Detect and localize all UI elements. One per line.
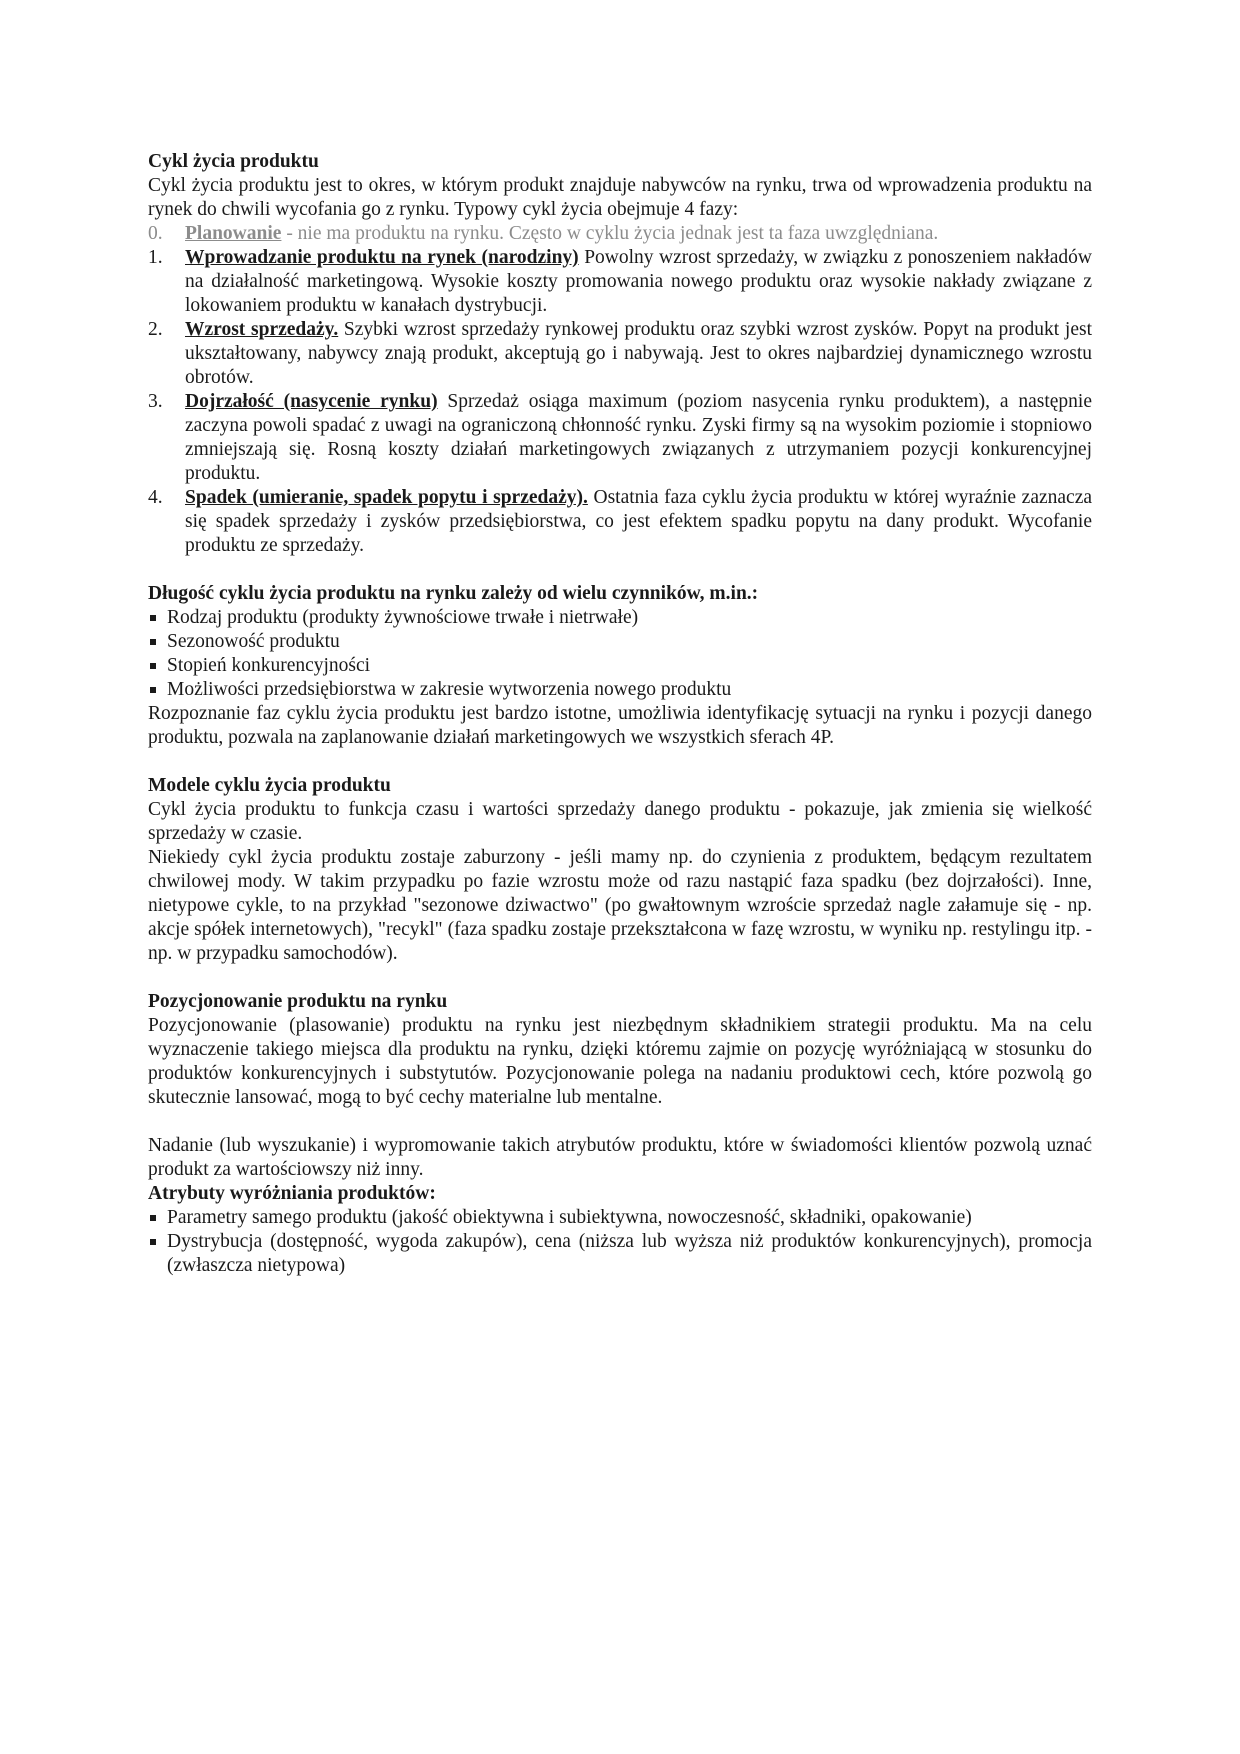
phase-term: Wzrost sprzedaży. xyxy=(185,319,339,340)
list-item: Możliwości przedsiębiorstwa w zakresie wytworzenia nowego produktu xyxy=(148,678,1092,702)
phase-item xyxy=(148,390,1092,486)
section-title-positioning: Pozycjonowanie produktu na rynku xyxy=(148,991,448,1012)
list-item: Stopień konkurencyjności xyxy=(148,654,1092,678)
list-item: Sezonowość produktu xyxy=(148,630,1092,654)
list-item: Dystrybucja (dostępność, wygoda zakupów), cena (niższa lub wyższa niż produktów konkurencyjnych), promocja (zwłaszcza nietypowa) xyxy=(148,1230,1092,1278)
phase-number: 0. xyxy=(148,223,163,244)
attributes-title: Atrybuty wyróżniania produktów: xyxy=(148,1183,436,1204)
phase-item xyxy=(148,318,1092,390)
positioning-paragraph: Pozycjonowanie (plasowanie) produktu na rynku jest niezbędnym składnikiem strategii produktu. Ma na celu wyznaczenie takiego miejsca dla produktu na rynku, dzięki któremu zajmie on pozycję wyróżniającą w stosunku do produktów konkurencyjnych i substytutów. Pozycjonowanie polega na nadaniu produktowi cech, które pozwolą go skutecznie lansować, mogą to być cechy materialne lub mentalne. xyxy=(148,1015,1092,1108)
phase-text: Sprzedaż osiąga maximum (poziom nasycenia rynku produktem), a następnie zaczyna powoli spadać z uwagi na ograniczoną chłonność rynku. Zyski firmy są na wysokim poziomie i stopniowo zmniejszają się. Rosną koszty działań marketingowych związanych z utrzymaniem pozycji konkurencyjnej produktu. xyxy=(185,391,1092,484)
phase-term: Wprowadzanie produktu na rynek (narodziny) xyxy=(185,247,579,268)
section-title-life-cycle: Cykl życia produktu xyxy=(148,151,319,172)
phase-list xyxy=(148,222,1092,558)
spacer xyxy=(148,1110,1092,1134)
phase-number: 3. xyxy=(148,391,163,412)
list-item: Rodzaj produktu (produkty żywnościowe trwałe i nietrwałe) xyxy=(148,606,1092,630)
intro-paragraph: Cykl życia produktu jest to okres, w którym produkt znajduje nabywców na rynku, trwa od wprowadzenia produktu na rynek do chwili wycofania go z rynku. Typowy cykl życia obejmuje 4 fazy: xyxy=(148,175,1092,220)
phase-text: Ostatnia faza cyklu życia produktu w której wyraźnie zaznacza się spadek sprzedaży i zysków przedsiębiorstwa, co jest efektem spadku popytu na dany produkt. Wycofanie produktu ze sprzedaży. xyxy=(185,487,1093,556)
phase-item xyxy=(148,222,1092,246)
phase-number: 1. xyxy=(148,247,163,268)
section-title-models: Modele cyklu życia produktu xyxy=(148,775,391,796)
models-paragraph: Niekiedy cykl życia produktu zostaje zaburzony - jeśli mamy np. do czynienia z produktem, będącym rezultatem chwilowej mody. W takim przypadku po fazie wzrostu może od razu nastąpić faza spadku (bez dojrzałości). Inne, nietypowe cykle, to na przykład "sezonowe dziwactwo" (po gwałtownym wzroście sprzedaż nagle załamuje się - np. akcje spółek internetowych), "recykl" (faza spadku zostaje przekształcona w fazę wzrostu, w wyniku np. restylingu itp. - np. w przypadku samochodów). xyxy=(148,847,1092,964)
section-title-factors: Długość cyklu życia produktu na rynku zależy od wielu czynników, m.in.: xyxy=(148,583,759,604)
phase-text: Powolny wzrost sprzedaży, w związku z ponoszeniem nakładów na działalność marketingową. Wysokie koszty promowania nowego produktu oraz wysokie nakłady związane z lokowaniem produktu w kanałach dystrybucji. xyxy=(185,247,1093,316)
phase-term: Planowanie xyxy=(185,223,282,244)
phase-number: 4. xyxy=(148,487,163,508)
factors-summary-paragraph: Rozpoznanie faz cyklu życia produktu jest bardzo istotne, umożliwia identyfikację sytuacji na rynku i pozycji danego produktu, pozwala na zaplanowanie działań marketingowych we wszystkich sferach 4P. xyxy=(148,703,1092,748)
spacer xyxy=(148,750,1092,774)
factor-list xyxy=(148,606,1092,702)
list-item: Parametry samego produktu (jakość obiektywna i subiektywna, nowoczesność, składniki, opakowanie) xyxy=(148,1206,1092,1230)
models-paragraph: Cykl życia produktu to funkcja czasu i wartości sprzedaży danego produktu - pokazuje, jak zmienia się wielkość sprzedaży w czasie. xyxy=(148,799,1092,844)
phase-item xyxy=(148,246,1092,318)
positioning-paragraph: Nadanie (lub wyszukanie) i wypromowanie takich atrybutów produktu, które w świadomości klientów pozwolą uznać produkt za wartościowszy niż inny. xyxy=(148,1135,1092,1180)
spacer xyxy=(148,558,1092,582)
phase-text: Szybki wzrost sprzedaży rynkowej produktu oraz szybki wzrost zysków. Popyt na produkt jest ukształtowany, nabywcy znają produkt, akceptują go i nabywają. Jest to okres najbardziej dynamicznego wzrostu obrotów. xyxy=(185,319,1092,388)
document-page xyxy=(148,150,1092,1278)
phase-text: - nie ma produktu na rynku. Często w cyklu życia jednak jest ta faza uwzględniana. xyxy=(281,223,939,244)
phase-term: Spadek (umieranie, spadek popytu i sprzedaży). xyxy=(185,487,588,508)
phase-item xyxy=(148,486,1092,558)
phase-term: Dojrzałość (nasycenie rynku) xyxy=(185,391,438,412)
attribute-list xyxy=(148,1206,1092,1278)
spacer xyxy=(148,966,1092,990)
phase-number: 2. xyxy=(148,319,163,340)
